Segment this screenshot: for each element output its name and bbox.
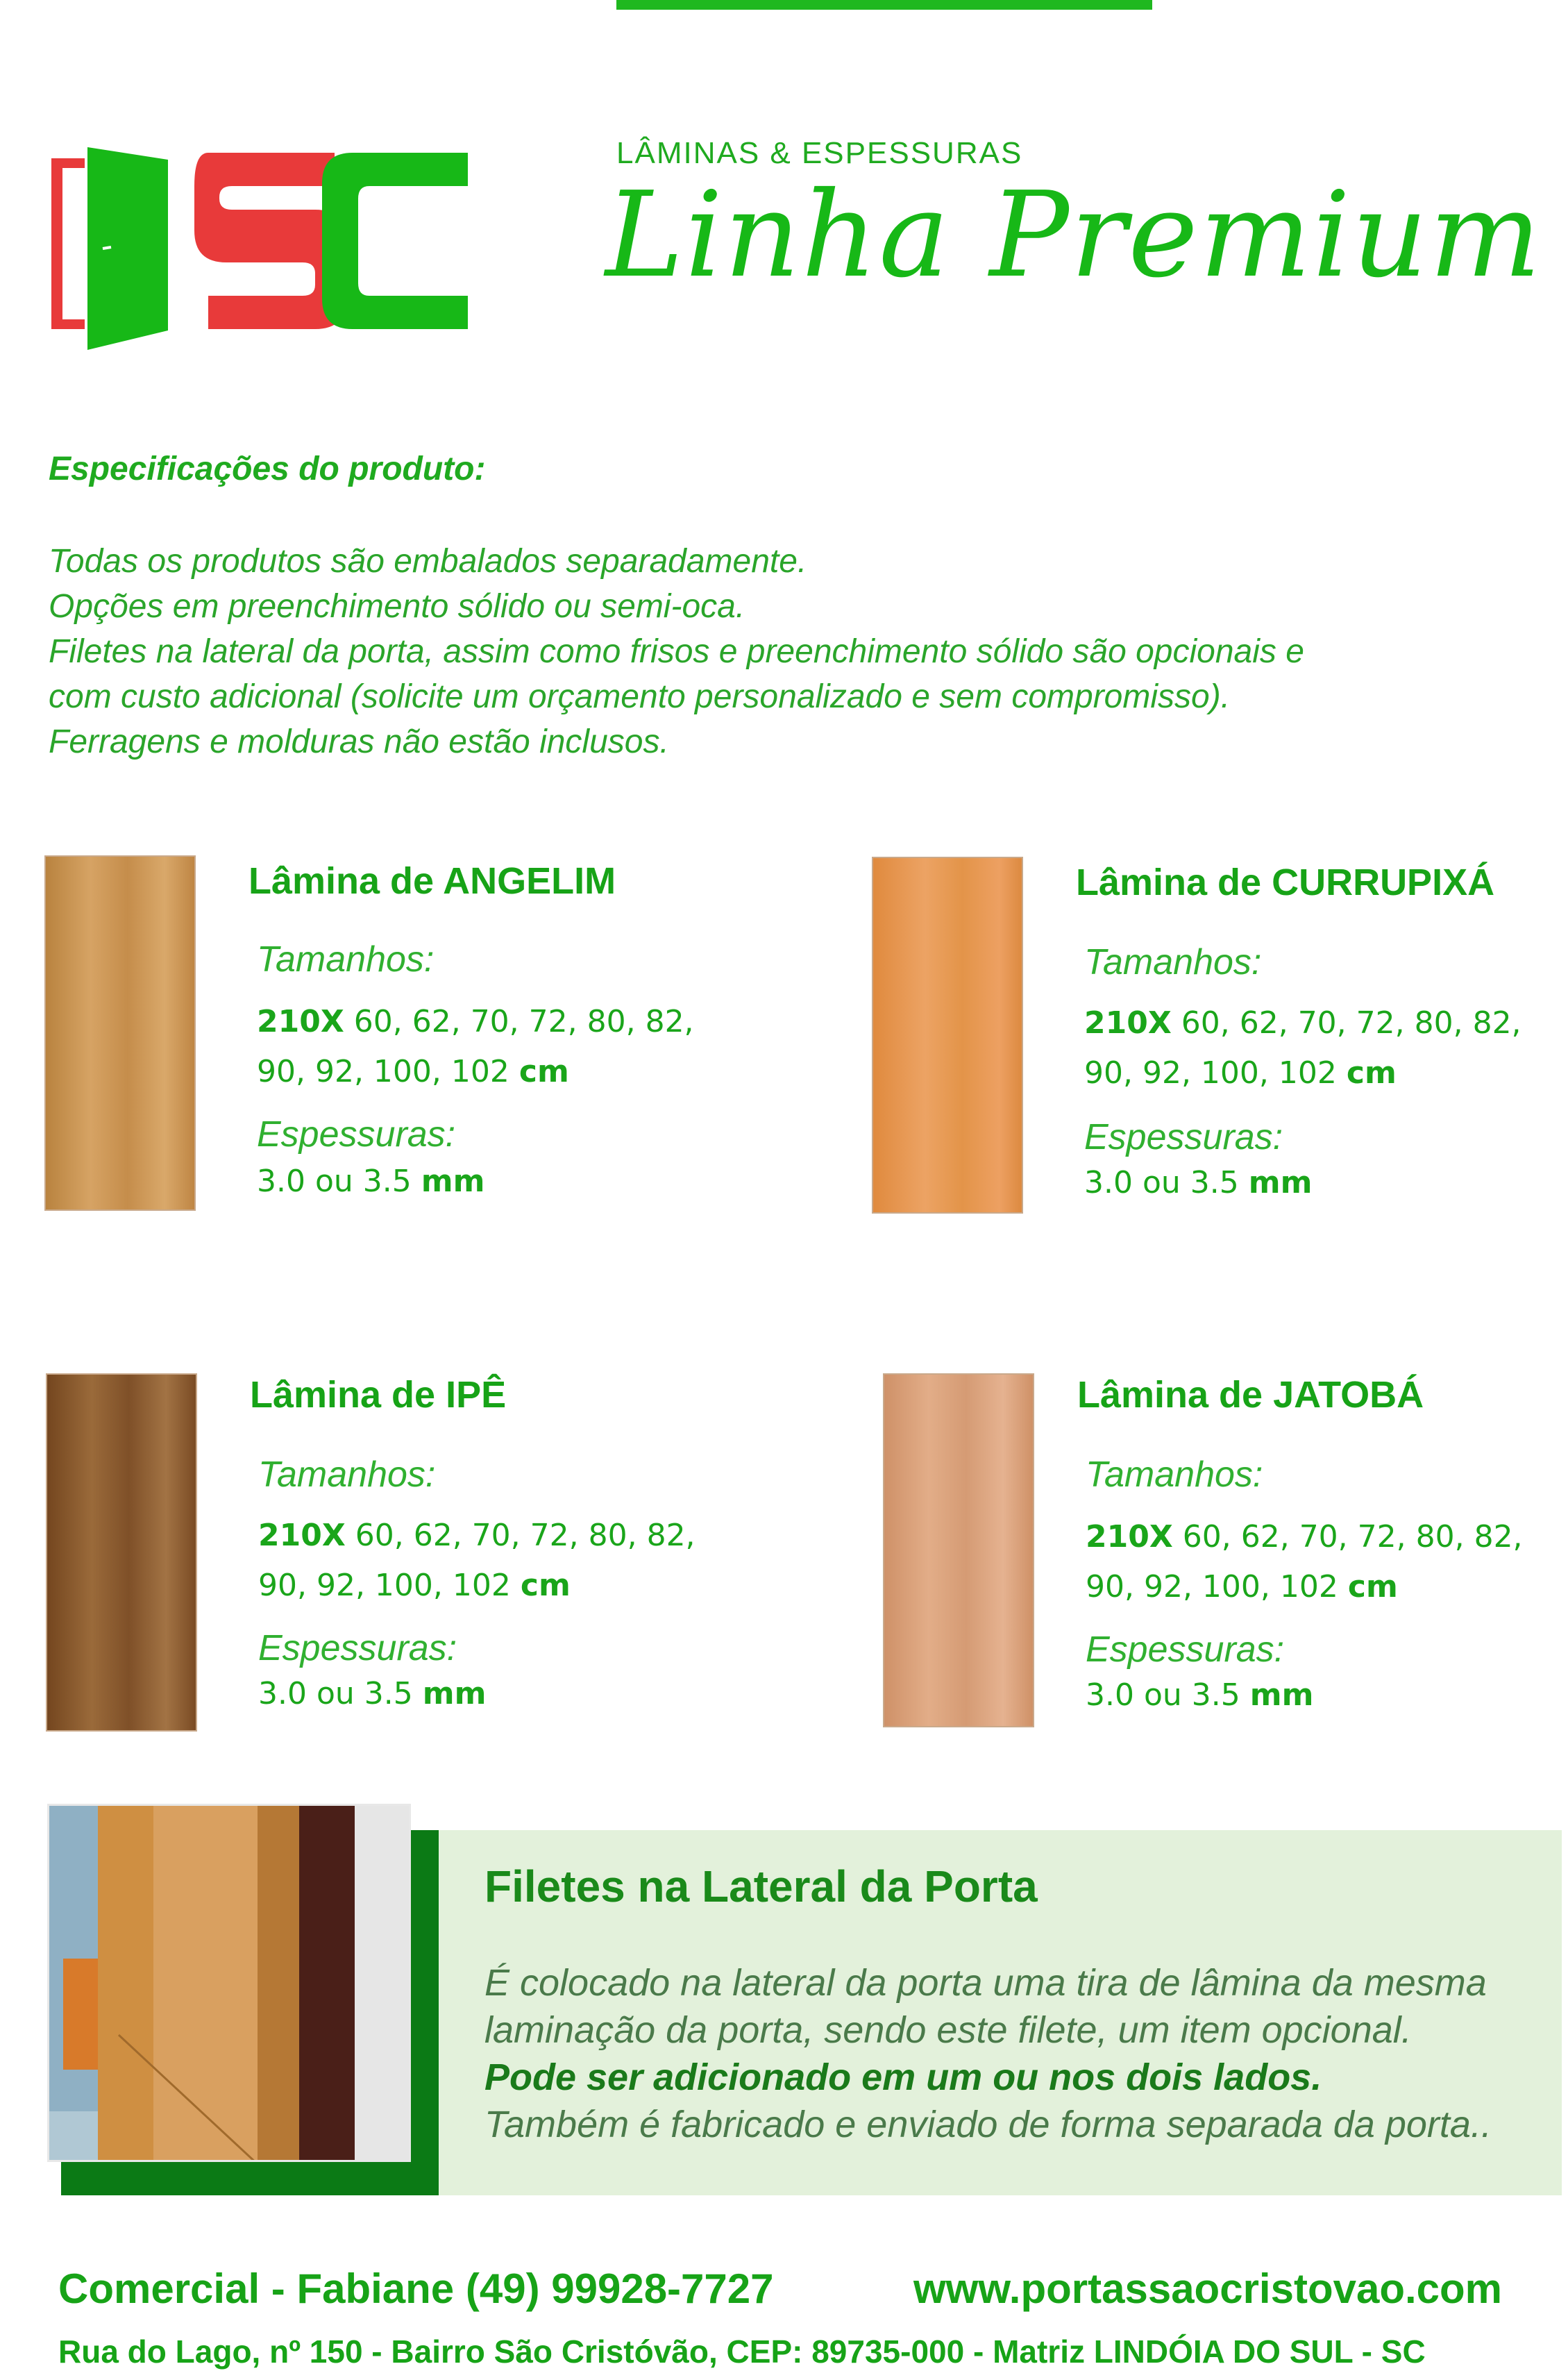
wood-swatch-currupixa [872,857,1023,1214]
sizes-prefix: 210X [1084,1005,1172,1041]
wood-swatch-ipe [46,1373,197,1732]
sizes-prefix: 210X [258,1518,346,1553]
sizes-unit: cm [1346,1055,1397,1091]
company-logo [44,144,475,353]
sizes-values [1084,998,1521,1098]
thickness-unit: mm [421,1164,485,1199]
sizes-line: 90, 92, 100, 102 [258,1568,521,1603]
thickness-value: 3.0 ou 3.5 [1086,1677,1250,1713]
thickness-unit: mm [1248,1165,1313,1200]
sizes-line: 90, 92, 100, 102 [1086,1569,1348,1604]
filetes-text [484,1959,1492,2148]
filetes-line-bold: Pode ser adicionado em um ou nos dois lados. [484,2056,1322,2098]
sizes-prefix: 210X [257,1004,344,1039]
sizes-line: 60, 62, 70, 72, 80, 82, [1172,1519,1523,1554]
sizes-values [257,997,694,1097]
specs-line: Filetes na lateral da porta, assim como frisos e preenchimento sólido são opcionais e [49,633,1304,670]
thickness-values [258,1676,486,1711]
footer-contact: Comercial - Fabiane (49) 99928-7727 [58,2265,774,2312]
header-subtitle: LÂMINAS & ESPESSURAS [616,136,1023,170]
sizes-line: 60, 62, 70, 72, 80, 82, [344,1004,694,1039]
thickness-values [257,1164,484,1199]
sizes-label: Tamanhos: [258,1455,436,1495]
sizes-unit: cm [1347,1569,1398,1604]
thickness-value: 3.0 ou 3.5 [1084,1165,1249,1200]
thickness-label: Espessuras: [1084,1117,1283,1157]
wood-swatch-jatoba [883,1373,1034,1727]
wood-swatch-angelim [44,855,196,1211]
sizes-label: Tamanhos: [1084,942,1262,982]
sizes-line: 60, 62, 70, 72, 80, 82, [1171,1005,1521,1041]
filetes-line: Também é fabricado e enviado de forma separada da porta.. [484,2104,1492,2145]
thickness-value: 3.0 ou 3.5 [258,1676,423,1711]
thickness-unit: mm [422,1676,487,1711]
sizes-label: Tamanhos: [1086,1455,1263,1495]
filetes-line: laminação da porta, sendo este filete, um item opcional. [484,2009,1412,2051]
filetes-line: É colocado na lateral da porta uma tira de lâmina da mesma [484,1962,1487,2004]
footer-website-link[interactable]: www.portassaocristovao.com [913,2265,1503,2312]
specs-line: Todas os produtos são embalados separadamente. [49,543,807,580]
thickness-values [1084,1165,1312,1200]
sizes-prefix: 210X [1086,1519,1173,1554]
thickness-label: Espessuras: [257,1114,456,1155]
top-accent-bar [616,0,1152,10]
thickness-values [1086,1677,1313,1713]
sizes-unit: cm [520,1568,571,1603]
footer-address: Rua do Lago, nº 150 - Bairro São Cristóvão, CEP: 89735-000 - Matriz LINDÓIA DO SUL - SC [58,2333,1426,2370]
product-title: Lâmina de CURRUPIXÁ [1076,862,1495,903]
specs-line: Ferragens e molduras não estão inclusos. [49,723,669,760]
thickness-unit: mm [1249,1677,1314,1713]
door-edge-photo [47,1804,411,2162]
sizes-line: 90, 92, 100, 102 [1084,1055,1347,1091]
sizes-values [258,1511,696,1611]
sizes-line: 60, 62, 70, 72, 80, 82, [345,1518,696,1553]
product-title: Lâmina de ANGELIM [248,860,616,902]
specs-text [49,539,1506,764]
sizes-line: 90, 92, 100, 102 [257,1054,519,1089]
specs-line: com custo adicional (solicite um orçamento personalizado e sem compromisso). [49,678,1231,715]
thickness-label: Espessuras: [258,1628,457,1668]
thickness-label: Espessuras: [1086,1629,1285,1670]
specs-heading: Especificações do produto: [49,451,486,487]
product-title: Lâmina de JATOBÁ [1077,1374,1424,1416]
thickness-value: 3.0 ou 3.5 [257,1164,421,1199]
filetes-title: Filetes na Lateral da Porta [484,1861,1038,1911]
specs-line: Opções em preenchimento sólido ou semi-oca. [49,588,745,625]
sizes-label: Tamanhos: [257,939,435,980]
product-title: Lâmina de IPÊ [250,1374,507,1416]
header-title: Linha Premium [605,167,1543,304]
sizes-values [1086,1512,1523,1612]
sizes-unit: cm [519,1054,569,1089]
